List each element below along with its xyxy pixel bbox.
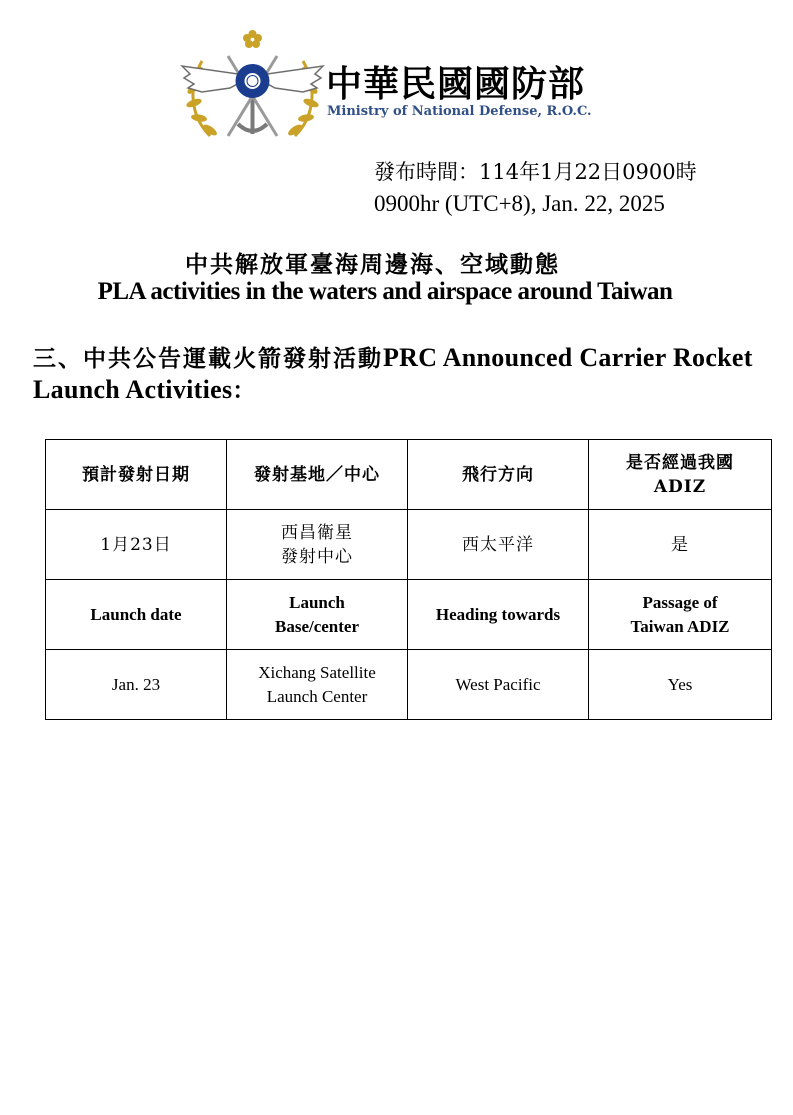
cell-launch-base-en-line2: Launch Center xyxy=(266,686,368,706)
org-name-zh: 中華民國國防部 xyxy=(326,63,586,105)
header-adiz-passage-zh xyxy=(589,440,772,510)
header-launch-base-zh: 發射基地／中心 xyxy=(227,440,408,510)
header-adiz-passage-zh-line2: ADIZ xyxy=(653,476,707,497)
page-title-en: PLA activities in the waters and airspace around Taiwan xyxy=(97,278,673,305)
release-time-zh: 發布時間：114年1月22日0900時 xyxy=(374,160,697,184)
cell-launch-base-zh xyxy=(227,510,408,580)
cell-launch-date-en: Jan. 23 xyxy=(46,650,227,720)
release-time xyxy=(374,156,697,220)
table-header-row-en xyxy=(46,580,772,650)
cell-heading-en: West Pacific xyxy=(408,650,589,720)
cell-launch-base-en xyxy=(227,650,408,720)
section-heading xyxy=(33,342,763,406)
section-heading-zh: 三、中共公告運載火箭發射活動 xyxy=(33,345,383,372)
header-launch-date-zh: 預計發射日期 xyxy=(46,440,227,510)
header-launch-base-en-line2: Base/center xyxy=(274,616,360,636)
page-title-zh: 中共解放軍臺海周邊海、空域動態 xyxy=(185,251,560,278)
cell-launch-base-zh-line2: 發射中心 xyxy=(281,546,353,567)
cell-adiz-passage-en: Yes xyxy=(589,650,772,720)
header-launch-base-en-line1: Launch xyxy=(289,592,345,612)
section-heading-suffix: ： xyxy=(232,377,258,404)
cell-launch-date-zh: 1月23日 xyxy=(46,510,227,580)
header-launch-date-en: Launch date xyxy=(46,580,227,650)
header-adiz-passage-zh-line1: 是否經過我國 xyxy=(626,452,734,473)
header-adiz-passage-en-line2: Taiwan ADIZ xyxy=(630,616,730,636)
org-name-en: Ministry of National Defense, R.O.C. xyxy=(327,104,592,119)
cell-adiz-passage-zh: 是 xyxy=(589,510,772,580)
header-adiz-passage-en-line1: Passage of xyxy=(642,592,718,612)
cell-launch-base-en-line1: Xichang Satellite xyxy=(258,662,376,682)
header-heading-en: Heading towards xyxy=(408,580,589,650)
table-row-en xyxy=(46,650,772,720)
section-heading-en: PRC Announced Carrier Rocket Launch Activities xyxy=(33,343,753,404)
cell-heading-zh: 西太平洋 xyxy=(408,510,589,580)
cell-launch-base-zh-line1: 西昌衛星 xyxy=(281,522,353,543)
header-adiz-passage-en xyxy=(589,580,772,650)
page-header xyxy=(180,26,640,146)
header-launch-base-en xyxy=(227,580,408,650)
table-row-zh xyxy=(46,510,772,580)
release-time-en: 0900hr (UTC+8), Jan. 22, 2025 xyxy=(374,191,665,216)
header-heading-zh: 飛行方向 xyxy=(408,440,589,510)
table-header-row-zh xyxy=(46,440,772,510)
launch-activities-table xyxy=(45,439,772,720)
ministry-emblem-icon xyxy=(180,26,325,144)
